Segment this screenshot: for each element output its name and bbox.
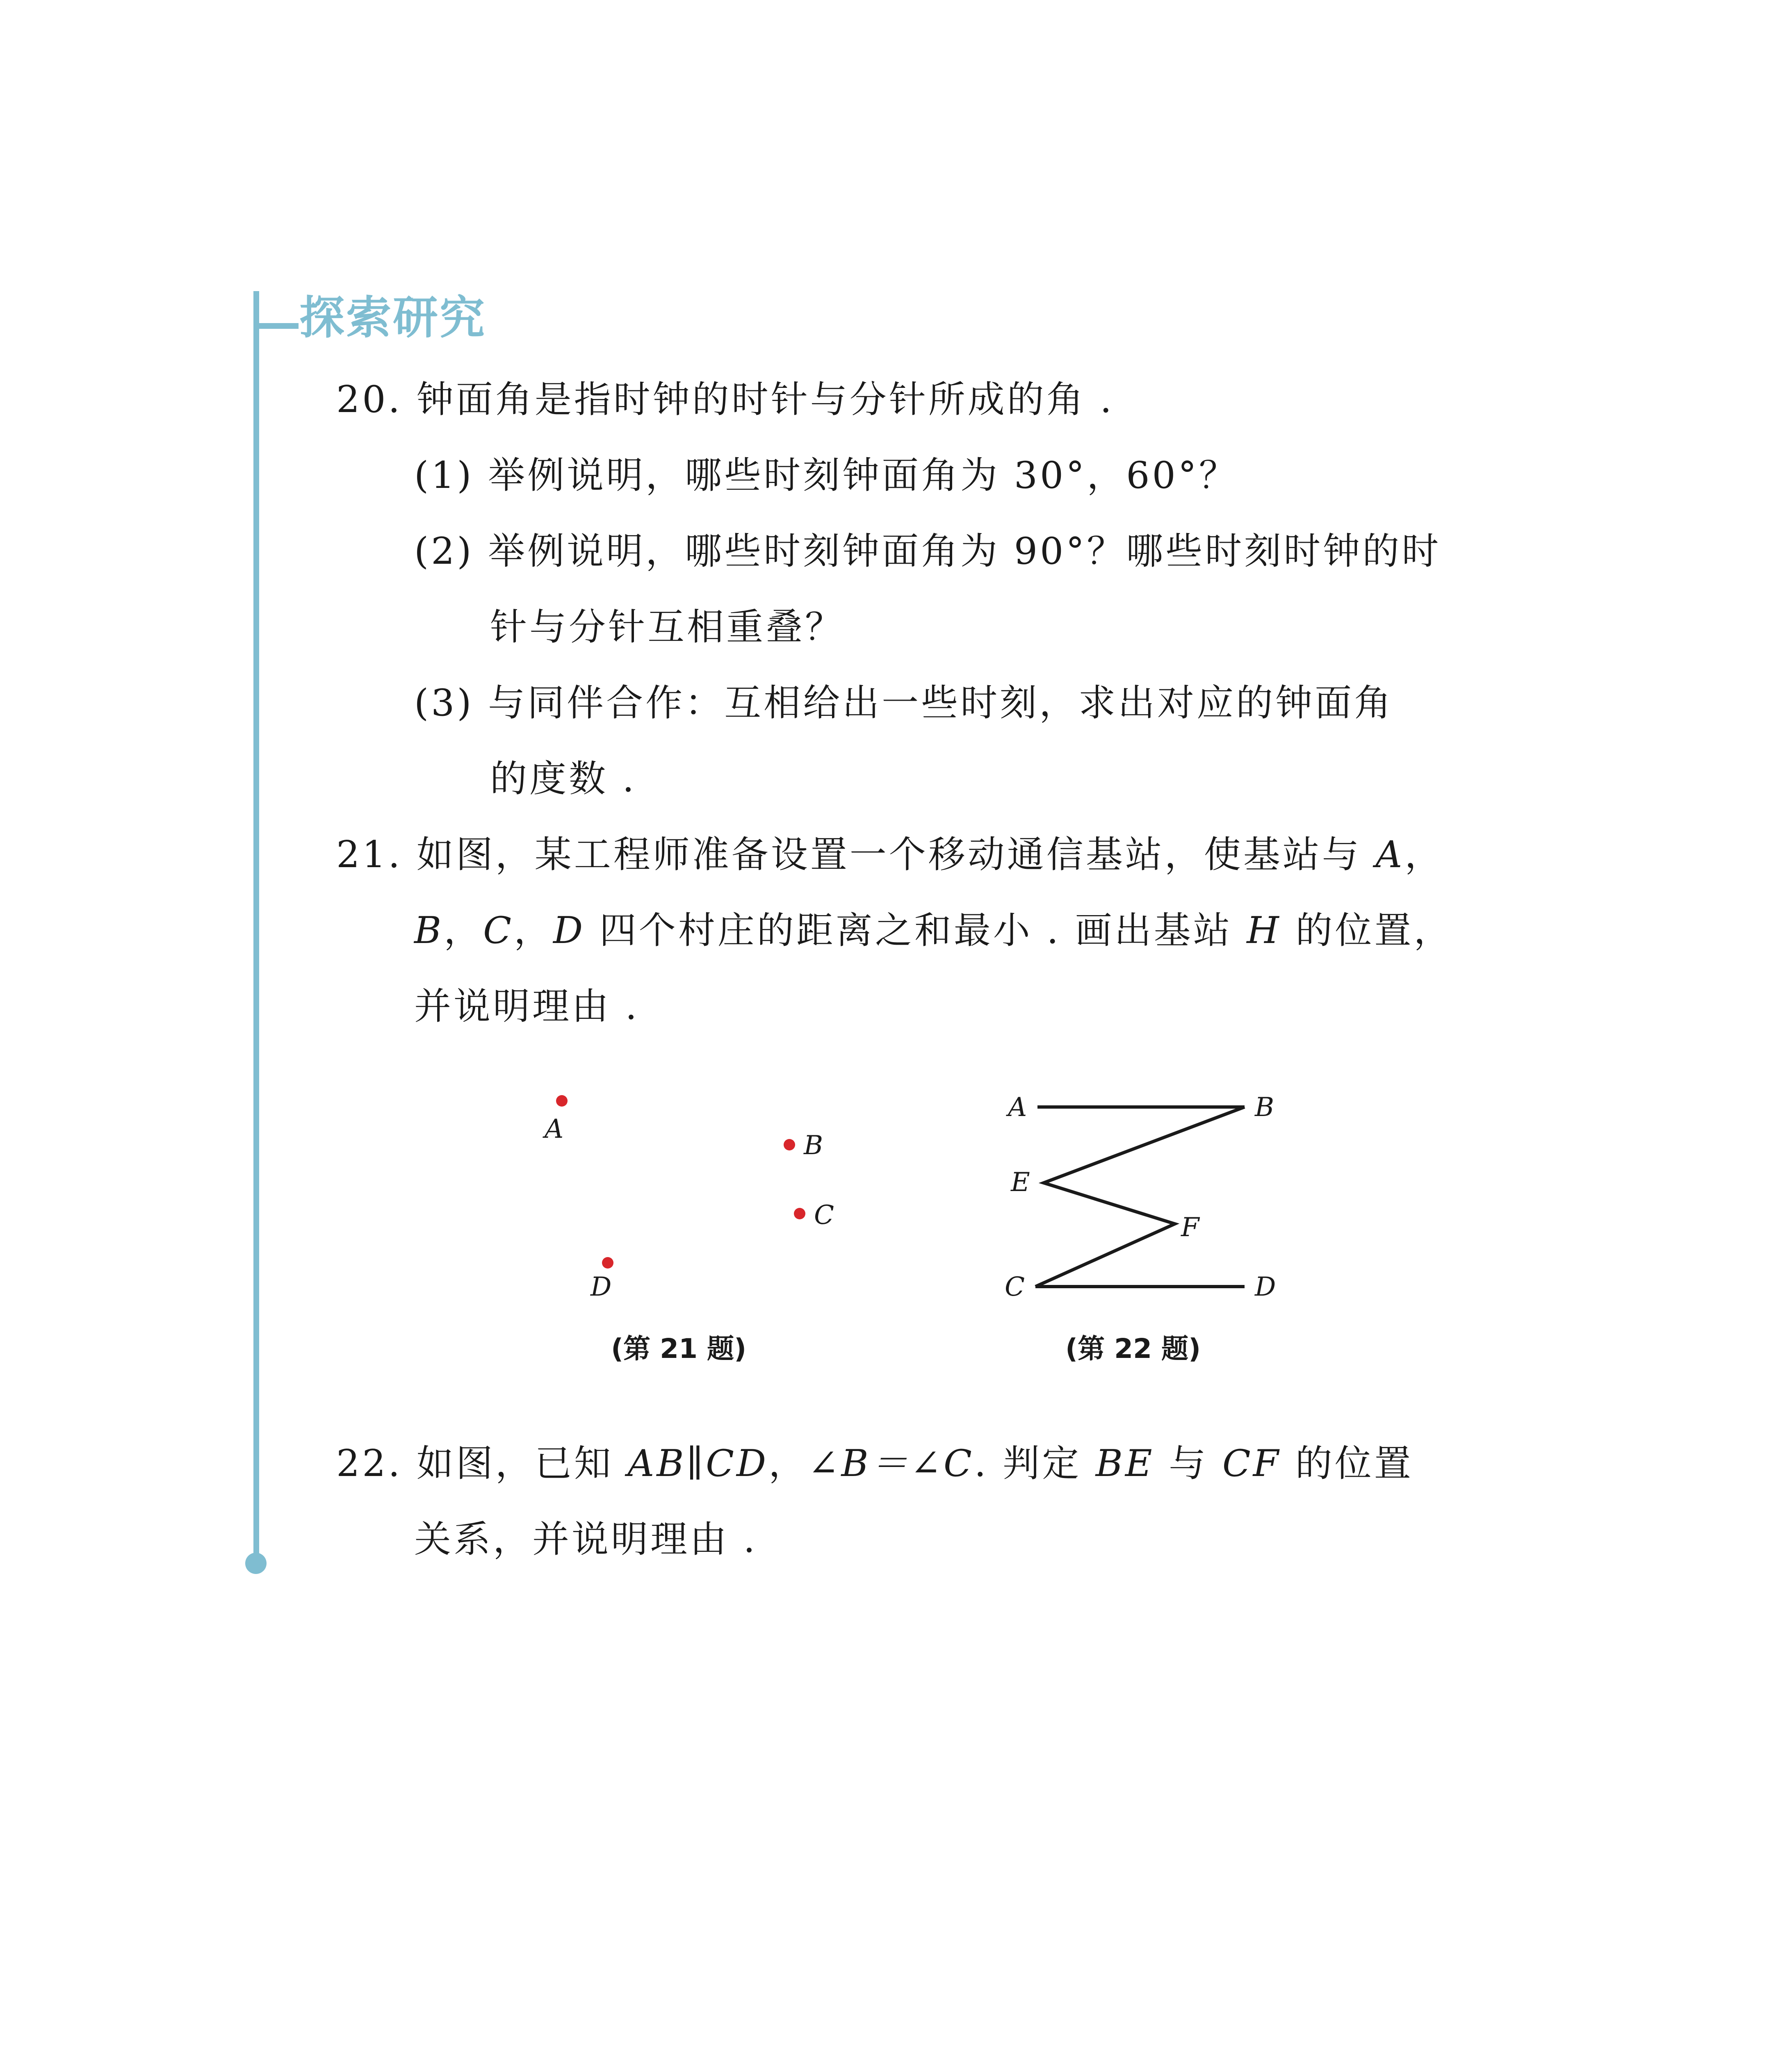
point-a-label: A xyxy=(545,1114,564,1144)
label-a: A xyxy=(1008,1092,1027,1123)
q22-angle-expr: ∠B＝∠C xyxy=(808,1442,974,1485)
q21-var-c: C xyxy=(483,909,514,952)
point-b-label: B xyxy=(804,1130,823,1161)
q21-var-b: B xyxy=(414,909,444,952)
point-c-label: C xyxy=(814,1200,834,1230)
q22-line2: 关系，并说明理由 . xyxy=(414,1518,758,1561)
q21-var-h: H xyxy=(1247,909,1281,952)
q21-var-a: A xyxy=(1375,833,1405,876)
q22-line1 xyxy=(336,1437,1414,1490)
point-c-dot xyxy=(794,1208,805,1219)
q21-punct: ， xyxy=(514,909,554,952)
q21-line1 xyxy=(336,828,1444,882)
point-d-dot xyxy=(602,1257,613,1269)
q22-var-cf: CF xyxy=(1222,1442,1281,1485)
section-vertical-rule xyxy=(253,291,259,1560)
q21-punct: ， xyxy=(444,909,483,952)
q22-parallel-expr: AB∥CD xyxy=(627,1442,769,1485)
q22-text: 与 xyxy=(1154,1442,1222,1485)
q21-line2 xyxy=(414,904,1453,957)
q21-line3: 并说明理由 . xyxy=(414,985,640,1028)
label-e: E xyxy=(1011,1167,1030,1198)
label-b: B xyxy=(1255,1092,1274,1123)
q22-text: 的位置 xyxy=(1281,1442,1414,1485)
section-title-tick xyxy=(253,323,299,329)
q22-text: 22. 如图，已知 xyxy=(336,1442,628,1485)
q21-text: 的位置， xyxy=(1281,909,1453,952)
figure-22-caption: (第 22 题) xyxy=(1065,1333,1201,1364)
point-b-dot xyxy=(784,1139,795,1150)
q21-var-d: D xyxy=(553,909,586,952)
q22-text: . 判定 xyxy=(974,1442,1096,1485)
q21-text: 四个村庄的距离之和最小 . 画出基站 xyxy=(585,909,1247,952)
point-a-dot xyxy=(556,1095,568,1107)
zigzag-be-ef-fc xyxy=(1035,1107,1245,1287)
point-d-label: D xyxy=(590,1272,612,1300)
figure-22 xyxy=(992,1078,1312,1308)
section-title: 探索研究 xyxy=(299,292,486,344)
q20-part2-line1: (2) 举例说明，哪些时刻钟面角为 90°？哪些时刻时钟的时 xyxy=(414,530,1441,573)
figure-21-caption: (第 21 题) xyxy=(611,1333,747,1364)
q20-part1: (1) 举例说明，哪些时刻钟面角为 30°，60°？ xyxy=(414,454,1238,497)
label-f: F xyxy=(1181,1212,1199,1243)
q21-text: 21. 如图，某工程师准备设置一个移动通信基站，使基站与 xyxy=(336,833,1376,876)
q20-stem: 20. 钟面角是指时钟的时针与分针所成的角 . xyxy=(336,378,1114,421)
q22-var-be: BE xyxy=(1095,1442,1155,1485)
label-c: C xyxy=(1005,1272,1025,1302)
q20-part3-line1: (3) 与同伴合作：互相给出一些时刻，求出对应的钟面角 xyxy=(414,681,1394,724)
q20-part3-line2: 的度数 . xyxy=(490,757,637,800)
figure-21 xyxy=(517,1070,886,1300)
q21-punct: ， xyxy=(1404,833,1444,876)
q22-punct: ， xyxy=(768,1442,808,1485)
label-d: D xyxy=(1255,1272,1276,1302)
q20-part2-line2: 针与分针互相重叠？ xyxy=(490,606,844,649)
section-end-dot xyxy=(245,1553,267,1574)
